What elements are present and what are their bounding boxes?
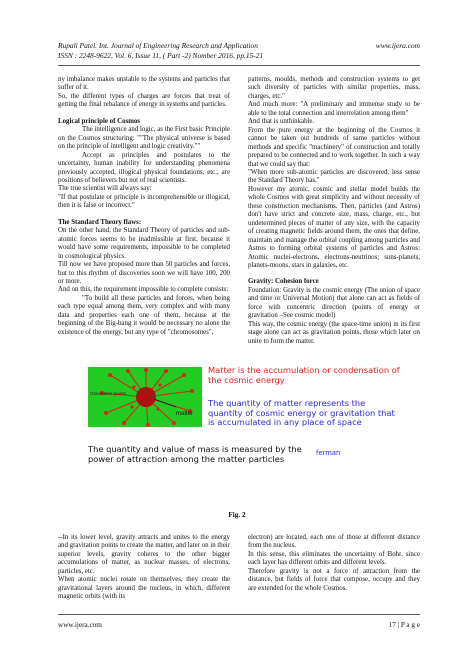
footer-url[interactable]: www.ijera.com [58,621,102,629]
right-column-bottom [248,534,420,593]
paragraph: So, the different types of charges are forces that treat of getting the final rebalance of energy in systems and particles. [58,92,230,109]
figure-text-blue: The quantity of matter represents the quantity of cosmic energy or gravitation that is accumulated in any place of space [208,399,395,428]
paragraph: "If that postulate or principle is incomprehensible or illogical, then it is false or incorrect." [58,193,230,210]
paragraph: Till now we have proposed more than 50 particles and forces, but to this rhythm of discoveries soon we will have 100, 200 or more. [58,261,230,285]
matter-label: matter [176,411,194,417]
paragraph-spacer [58,110,230,118]
matter-core [136,387,156,407]
figure-text-red: Matter is the accumulation or condensation of the cosmic energy [208,365,400,385]
paragraph: Therefore gravity is not a force of attraction from the distance, but fields of force that compose, occupy and they are extended for the whole Cosmos. [248,567,420,592]
paragraph: The intelligence and logic, as the First basic Principle on the Cosmos structuring: ""The physical universe is based on the principle of intelligent and logic creativity."" [58,126,230,151]
figure-2 [88,365,400,505]
figure-text-bottom: The quantity and value of mass is measured by the power of attraction among the matter particles [88,444,302,464]
paragraph: ny imbalance makes unstable to the systems and particles that suffer of it. [58,76,230,92]
paragraph-spacer [248,270,420,278]
paragraph: And that is unthinkable. [248,118,315,126]
paragraph: "When more sub-atomic particles are discovered, less sense the Standard Theory has." [248,168,420,185]
paragraph-spacer [58,211,230,219]
paragraph: electron) are located, each one of those at different distance from the nucleus. [248,534,420,550]
paragraph: Accept as principles and postulates to the uncertainty, human inability for understanding phenomena previously accepted, illogical physical foundations, etc., are positions of believers but not of real scientists. [58,151,230,184]
paragraph: On the other hand, the Standard Theory of particles and sub-atomic forces seems to be inadmissible at first, because it would have some requirements, impossible to be completed in cosmological physics. [58,227,230,260]
paragraph: --In its lower level, gravity attracts and unites to the energy and gravitation points to create the matter, and later on in their superior levels, gravity coheres to the other bigger accumulations of matter, as nuclear masses, of electrons, particles, etc. [58,534,230,575]
figure-author: ferman [316,449,341,457]
page-number: 17 | P a g e [388,621,420,629]
page-footer [58,621,420,629]
section-heading: Gravity: Cohesion force [248,278,319,286]
paragraph: And much more: "A preliminary and immense study to be able to the total connection and interrelation among them" [248,101,420,117]
footer-rule [58,614,420,615]
journal-citation: Rupali Patel. Int. Journal of Engineering Research and Application [58,41,258,50]
paragraph: When atomic nuclei rotate on themselves, they create the gravitational layers around the nucleus, in which, different magnetic orbits (with its [58,576,230,601]
paragraph: From the pure energy at the beginning of the Cosmos it cannot be taken out hundreds of same particles without methods and specific "machinery" of construction and totally prepared to be connected and to work together. In such a way that we could say that: [248,126,420,168]
paragraph: However my atomic, cosmic and stellar model builds the whole Cosmos with great simplicity and without necessity of these construction mechanisms. Then, particles (and Astros) don't have strict and concrete size, mass, charge, etc., but undetermined pieces of matter of any size, with the capacity of creating magnetic fields around them, the ones that define, maintain and manage the orbital coupling among particles and Astros to forming orbital systems of particles and Astros: Atomic nuclei-electrons, electrons-neutrinos; suns-planets, planets-moons, stars in galaxies, etc. [248,185,420,269]
paragraph: This way, the cosmic energy (the space-time union) in its first stage alone can act as gravitation points, those which later on unite to form the matter. [248,320,420,345]
section-heading: The Standard Theory flaws: [58,218,142,226]
left-column-bottom [58,534,230,602]
gravitation-points-label: Gravitation points [90,391,126,396]
paragraph: Foundation: Gravity is the cosmic energy (The union of space and time or Universal Motion) that alone can act as fields of force with concentric direction (points of energy or gravitation –See cosmic model) [248,286,420,320]
figure-caption: Fig. 2 [228,511,246,519]
journal-header [58,41,420,60]
paragraph: In this sense, this eliminates the uncertainty of Bohr, since each layer has different orbits and different levels. [248,550,420,567]
header-rule [58,65,420,66]
issn-line: ISSN : 2248-9622, Vol. 6, Issue 11, ( Part -2) Nomber 2016, pp.15-21 [58,50,264,60]
right-column [248,76,420,346]
paragraph: patterns, moulds, methods and construction systems to get such diversity of particles with similar properties, mass, charges, etc." [248,76,420,100]
paragraph: The true scientist will always say: [58,185,152,193]
paragraph: "To build all these particles and forces, when being each type equal among them, very complex and with many data and properties each one of them, because at the beginning of the Big-bang it would be necessary no alone the existence of the energy, but any type of "chromosomes", [58,294,230,336]
paragraph: And on this, the requirement impossible to complete consists: [58,286,229,294]
journal-url[interactable]: www.ijera.com [375,41,420,50]
left-column [58,76,230,337]
section-heading: Logical principle of Cosmos [58,117,141,125]
